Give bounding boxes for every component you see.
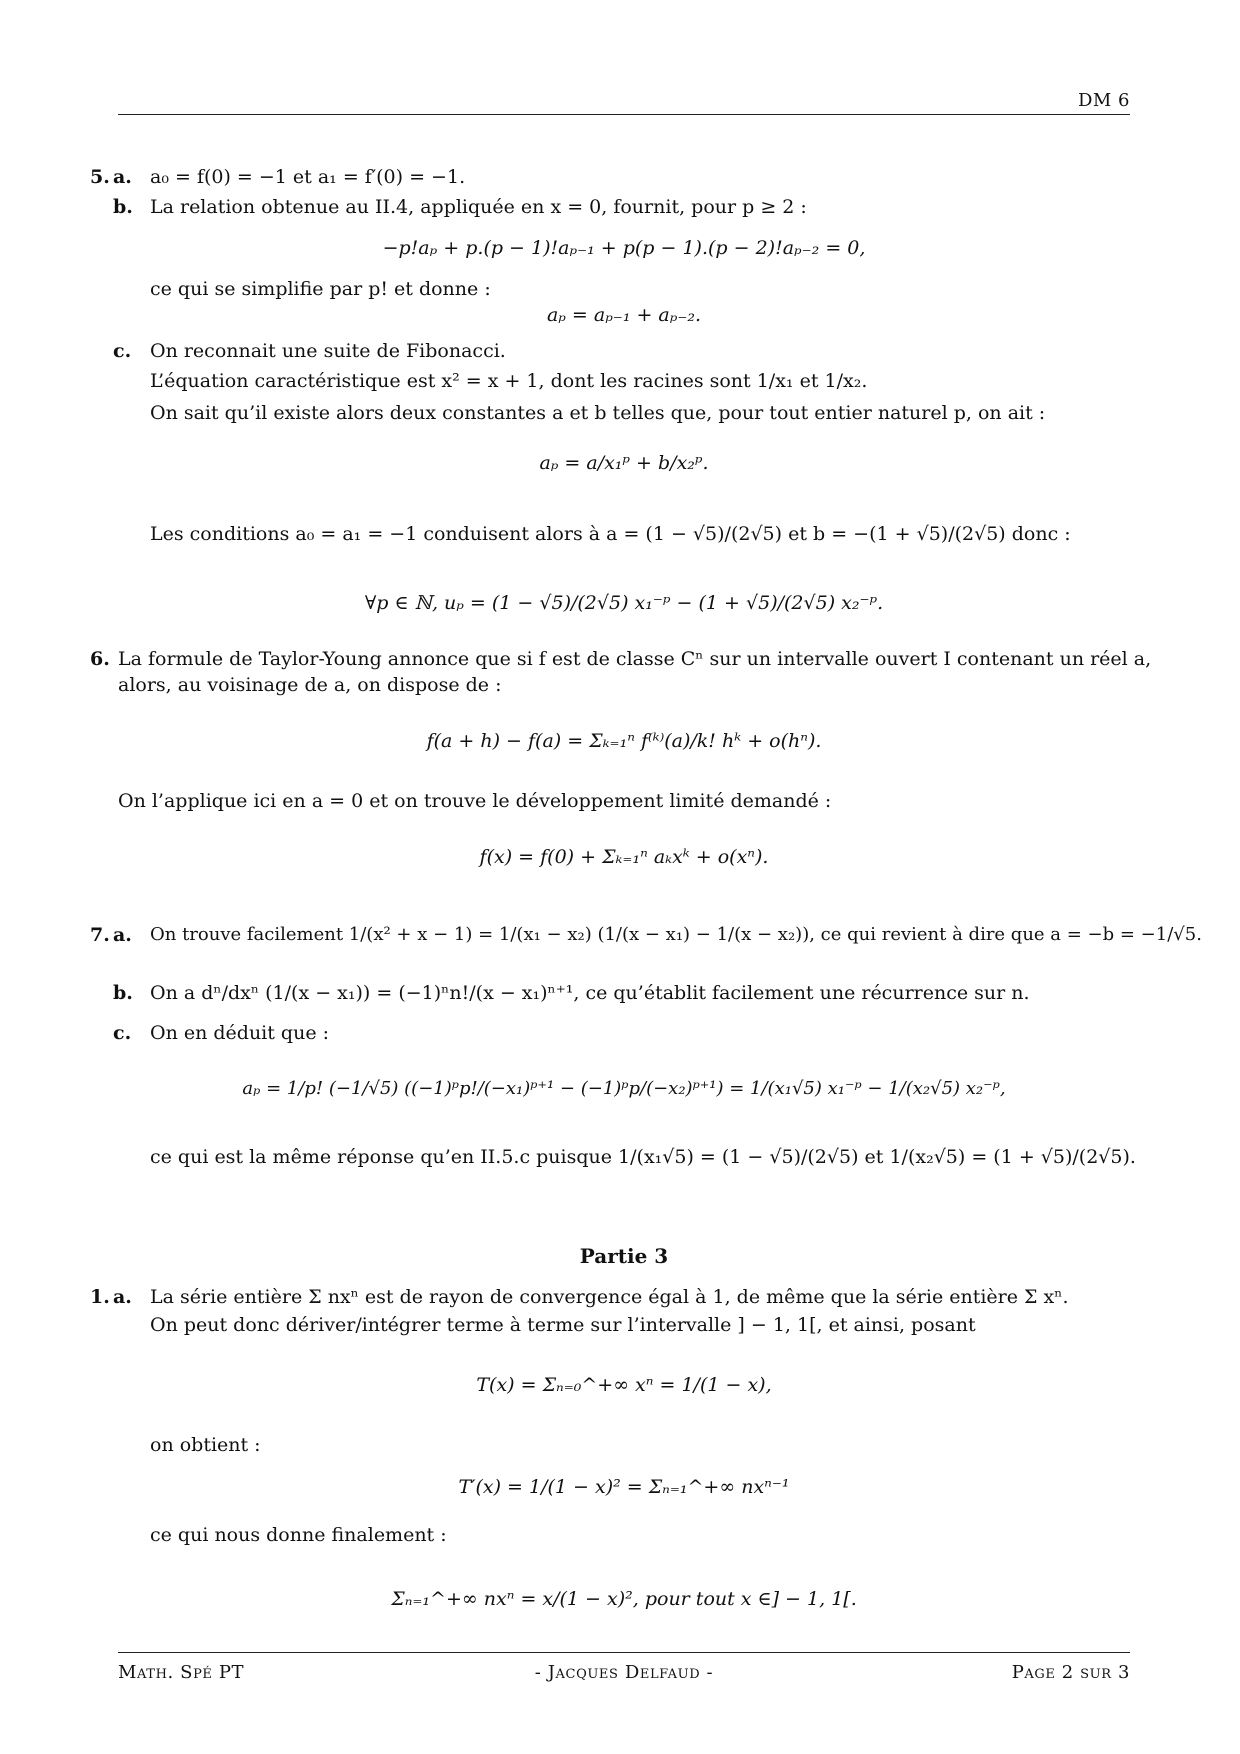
part3-line4: ce qui nous donne finalement : — [150, 1524, 447, 1546]
q5-c-line3: On sait qu’il existe alors deux constantes a et b telles que, pour tout entier naturel p, on ait : — [150, 402, 1046, 424]
q6-line2: alors, au voisinage de a, on dispose de : — [118, 674, 502, 696]
q5-c-label: c. — [113, 340, 132, 362]
footer-right: Page 2 sur 3 — [1011, 1662, 1130, 1683]
part3-line3: on obtient : — [150, 1434, 261, 1456]
part3-q1-a-label: a. — [113, 1286, 132, 1308]
part3-equation2: T′(x) = 1/(1 − x)² = Σₙ₌₁^+∞ nxⁿ⁻¹ — [458, 1476, 790, 1498]
part3-equation1: T(x) = Σₙ₌₀^+∞ xⁿ = 1/(1 − x), — [476, 1374, 772, 1396]
q7-a-label: a. — [113, 924, 132, 946]
q6-equation1: f(a + h) − f(a) = Σₖ₌₁ⁿ f⁽ᵏ⁾(a)/k! hᵏ + o(hⁿ). — [426, 730, 822, 752]
q5-a-text: a₀ = f(0) = −1 et a₁ = f′(0) = −1. — [150, 166, 466, 188]
q5-b-label: b. — [113, 196, 133, 218]
part3-title: Partie 3 — [579, 1244, 669, 1268]
q5-b-text: La relation obtenue au II.4, appliquée en x = 0, fournit, pour p ≥ 2 : — [150, 196, 807, 218]
q5-c-equation2: ∀p ∈ ℕ, uₚ = (1 − √5)/(2√5) x₁⁻ᵖ − (1 + √5)/(2√5) x₂⁻ᵖ. — [364, 592, 884, 614]
doc-label: DM 6 — [1077, 90, 1130, 111]
q7-b-text: On a dⁿ/dxⁿ (1/(x − x₁)) = (−1)ⁿn!/(x − x₁)ⁿ⁺¹, ce qu’établit facilement une récurrence sur n. — [150, 982, 1030, 1004]
q5-b-text2: ce qui se simplifie par p! et donne : — [150, 278, 491, 300]
q5-c-line2: L’équation caractéristique est x² = x + 1, dont les racines sont 1/x₁ et 1/x₂. — [150, 370, 868, 392]
q5-number: 5. — [90, 166, 110, 188]
part3-line2: On peut donc dériver/intégrer terme à terme sur l’intervalle ] − 1, 1[, et ainsi, posant — [150, 1314, 976, 1336]
q7-c-text2: ce qui est la même réponse qu’en II.5.c puisque 1/(x₁√5) = (1 − √5)/(2√5) et 1/(x₂√5) = (1 + √5)/(2√5). — [150, 1146, 1136, 1168]
footer-left: Math. Spé PT — [118, 1662, 245, 1683]
q6-line1: La formule de Taylor-Young annonce que si f est de classe Cⁿ sur un intervalle ouvert I contenant un réel a, — [118, 648, 1152, 670]
q7-a-text: On trouve facilement 1/(x² + x − 1) = 1/(x₁ − x₂) (1/(x − x₁) − 1/(x − x₂)), ce qui revient à dire que a = −b = −1/√5. — [150, 924, 1202, 945]
footer-rule — [118, 1652, 1130, 1653]
q5-a-label: a. — [113, 166, 132, 188]
header-rule — [118, 114, 1130, 115]
part3-q1-number: 1. — [90, 1286, 110, 1308]
q5-b-equation: −p!aₚ + p.(p − 1)!aₚ₋₁ + p(p − 1).(p − 2)!aₚ₋₂ = 0, — [382, 237, 866, 259]
q5-b-equation2: aₚ = aₚ₋₁ + aₚ₋₂. — [546, 304, 702, 326]
q6-number: 6. — [90, 648, 110, 670]
q5-c-line1: On reconnait une suite de Fibonacci. — [150, 340, 506, 362]
q7-c-label: c. — [113, 1022, 132, 1044]
q7-b-label: b. — [113, 982, 133, 1004]
q5-c-line4: Les conditions a₀ = a₁ = −1 conduisent alors à a = (1 − √5)/(2√5) et b = −(1 + √5)/(2√5) donc : — [150, 523, 1071, 545]
q6-equation2: f(x) = f(0) + Σₖ₌₁ⁿ aₖxᵏ + o(xⁿ). — [479, 846, 769, 868]
footer-center: - Jacques Delfaud - — [534, 1662, 714, 1683]
q5-c-equation1: aₚ = a/x₁ᵖ + b/x₂ᵖ. — [539, 452, 709, 474]
q7-c-equation: aₚ = 1/p! (−1/√5) ((−1)ᵖp!/(−x₁)ᵖ⁺¹ − (−1)ᵖp/(−x₂)ᵖ⁺¹) = 1/(x₁√5) x₁⁻ᵖ − 1/(x₂√5) x₂⁻ᵖ, — [242, 1078, 1006, 1099]
part3-line1: La série entière Σ nxⁿ est de rayon de convergence égal à 1, de même que la série entière Σ xⁿ. — [150, 1286, 1069, 1308]
q7-c-text: On en déduit que : — [150, 1022, 330, 1044]
q7-number: 7. — [90, 924, 110, 946]
q6-line3: On l’applique ici en a = 0 et on trouve le développement limité demandé : — [118, 790, 832, 812]
part3-equation3: Σₙ₌₁^+∞ nxⁿ = x/(1 − x)², pour tout x ∈] − 1, 1[. — [391, 1588, 857, 1610]
